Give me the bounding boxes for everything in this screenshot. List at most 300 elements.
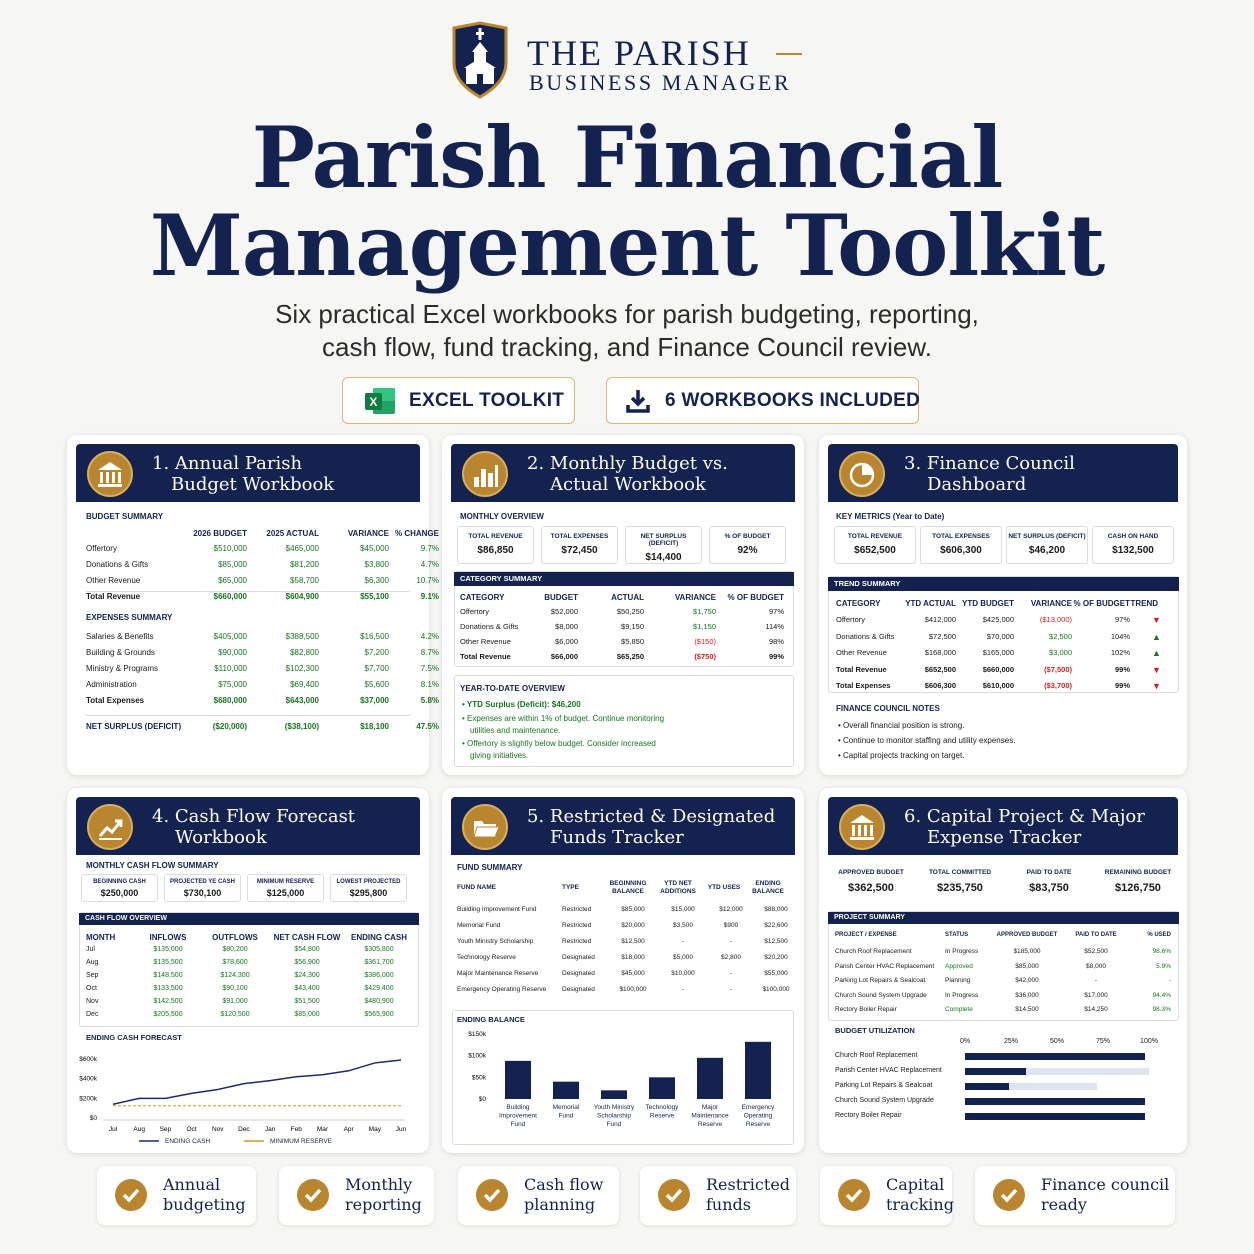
metric-box — [1092, 526, 1174, 564]
table-cell: 9.7% — [420, 544, 439, 553]
table-cell: Aug — [86, 959, 99, 966]
y-tick-label: $100k — [468, 1052, 486, 1060]
check-icon — [115, 1179, 147, 1211]
card-header — [76, 797, 420, 855]
metric-box — [834, 526, 916, 564]
table-cell: $680,000 — [213, 696, 247, 705]
fund-summary-heading: FUND SUMMARY — [457, 863, 523, 872]
table-cell: Restricted — [562, 922, 592, 929]
budget-columns: 2026 BUDGET 2025 ACTUAL VARIANCE % CHANGE — [193, 529, 439, 538]
legend-label: ENDING CASH — [165, 1138, 211, 1145]
subtitle-line2: cash flow, fund tracking, and Finance Council review. — [322, 332, 932, 362]
table-cell: $2,500 — [1049, 631, 1072, 641]
feature-line: Finance council — [1041, 1175, 1170, 1194]
metric-label: TOTAL REVENUE — [847, 533, 903, 540]
table-cell: 8.1% — [420, 680, 439, 689]
table-cell: $2,800 — [721, 954, 741, 961]
table-cell: $55,100 — [360, 592, 389, 601]
table-cell: $900 — [723, 922, 739, 929]
table-cell: Other Revenue — [836, 648, 887, 657]
table-row — [86, 959, 412, 966]
used-bar — [965, 1053, 1145, 1060]
x-tick-label: May — [368, 1126, 381, 1133]
feature-item — [279, 1166, 434, 1225]
check-icon — [658, 1179, 690, 1211]
table-cell: $20,000 — [621, 922, 645, 929]
table-cell: - — [729, 938, 733, 945]
metric-value: $362,500 — [848, 882, 894, 894]
feature-label — [1041, 1175, 1169, 1215]
table-cell: Approved — [945, 962, 973, 970]
table-cell: Youth Ministry Scholarship — [457, 938, 534, 945]
table-cell: $465,000 — [285, 544, 319, 553]
page-title-line2: Management Toolkit — [149, 196, 1105, 295]
table-row — [86, 560, 439, 569]
metric-box — [164, 874, 241, 902]
check-icon — [993, 1179, 1025, 1211]
page-subtitle — [0, 298, 1254, 364]
table-cell: $8,000 — [1086, 962, 1106, 970]
table-cell: 99% — [1114, 681, 1130, 690]
y-tick-label: $200k — [79, 1095, 97, 1103]
metric-label: TOTAL EXPENSES — [932, 533, 990, 540]
ytd-bullet-1: • YTD Surplus (Deficit): $46,200 — [462, 700, 581, 709]
table-cell: $660,000 — [982, 664, 1014, 674]
x-tick-label: Jan — [264, 1126, 276, 1133]
table-cell: $52,500 — [1084, 948, 1108, 955]
table-row — [836, 648, 1130, 657]
table-cell: $75,000 — [218, 680, 247, 689]
feature-line: Monthly — [345, 1175, 413, 1194]
table-cell: $429,400 — [364, 985, 394, 992]
metric-value: $730,100 — [183, 888, 222, 898]
church-shield-logo — [450, 22, 510, 98]
card-title: 3. Finance Council Dashboard — [904, 453, 1075, 495]
table-cell: ($7,500) — [1044, 664, 1072, 674]
bar — [553, 1082, 579, 1099]
table-cell: $5,000 — [673, 954, 693, 961]
table-cell: $65,000 — [218, 576, 247, 585]
utilization-label: Rectory Boiler Repair — [835, 1112, 902, 1119]
table-cell: $100,000 — [762, 986, 790, 993]
table-cell: $7,200 — [364, 648, 389, 657]
table-cell: 5.8% — [420, 696, 439, 705]
y-tick-label: $0 — [478, 1096, 486, 1103]
table-cell: $91,000 — [222, 998, 248, 1005]
table-row — [86, 576, 439, 585]
utilization-label: Parish Center HVAC Replacement — [835, 1067, 942, 1074]
brand-name: THE PARISH — [527, 33, 751, 73]
table-cell: $18,000 — [621, 954, 645, 961]
feature-label — [886, 1175, 954, 1215]
category-label: Youth Ministry — [593, 1104, 635, 1111]
excel-icon — [363, 386, 397, 416]
metric-value: $606,300 — [940, 545, 982, 556]
card-title: 1. Annual Parish Budget Workbook — [152, 453, 335, 495]
fund-col-beginning: BEGINNING BALANCE — [609, 880, 647, 895]
card-header — [451, 444, 795, 502]
bar-chart-icon — [462, 451, 508, 497]
table-cell: Parking Lot Repairs & Sealcoat — [835, 977, 926, 984]
feature-label — [345, 1175, 422, 1215]
table-row — [460, 622, 784, 631]
table-cell: - — [729, 970, 733, 977]
table-cell: Designated — [562, 954, 595, 961]
table-cell: $52,000 — [550, 607, 578, 616]
table-cell: $120,500 — [220, 1011, 250, 1018]
table-cell: $3,000 — [1049, 648, 1072, 657]
excel-toolkit-label: EXCEL TOOLKIT — [409, 389, 565, 411]
table-cell: $69,400 — [290, 680, 319, 689]
table-cell: $10,000 — [671, 970, 695, 977]
trend-up-icon: ▲ — [1152, 631, 1161, 642]
table-row — [86, 985, 412, 992]
check-icon — [476, 1179, 508, 1211]
table-cell: Rectory Boiler Repair — [835, 1006, 897, 1013]
card-header — [76, 444, 420, 502]
metric-box — [917, 863, 1003, 905]
ytd-bullet-3b: giving initiatives. — [470, 751, 529, 760]
cash-overview-heading: CASH FLOW OVERVIEW — [79, 913, 419, 925]
table-cell: Parish Center HVAC Replacement — [835, 962, 935, 970]
table-cell: $56,900 — [294, 959, 320, 966]
table-row — [835, 977, 1171, 984]
feature-line: Restricted — [706, 1175, 791, 1194]
fund-col-type: TYPE — [562, 884, 579, 891]
trend-columns: CATEGORY YTD ACTUAL YTD BUDGET VARIANCE % OF BUDGET TREND — [836, 599, 1158, 608]
metric-value: $126,750 — [1115, 882, 1161, 894]
table-cell: 4.2% — [420, 632, 439, 641]
table-row — [86, 680, 439, 689]
table-row — [457, 986, 798, 993]
table-row — [836, 632, 1130, 641]
table-cell: $54,800 — [294, 946, 320, 953]
table-cell: $85,000 — [621, 906, 645, 913]
brand-header — [0, 18, 1254, 104]
used-bar — [965, 1098, 1145, 1105]
utilization-title: BUDGET UTILIZATION — [835, 1026, 915, 1035]
ending-balance-bar-chart — [452, 1026, 794, 1144]
metric-label: PAID TO DATE — [1026, 869, 1072, 876]
table-row — [835, 1006, 1171, 1013]
table-cell: 98% — [768, 637, 784, 646]
table-cell: $3,500 — [673, 922, 693, 929]
table-cell: $70,000 — [986, 631, 1014, 641]
card-header — [828, 797, 1178, 855]
table-cell: Building Improvement Fund — [457, 906, 537, 913]
table-cell: 9.1% — [420, 592, 439, 601]
metric-box — [1006, 863, 1092, 905]
table-cell: $135,000 — [153, 946, 183, 953]
table-cell: ($750) — [694, 652, 716, 661]
folder-icon — [462, 804, 508, 850]
category-label: Emergency — [741, 1104, 775, 1111]
project-summary-heading: PROJECT SUMMARY — [828, 912, 1179, 924]
table-cell: $55,000 — [764, 970, 788, 977]
feature-line: budgeting — [163, 1195, 246, 1214]
fund-col-name: FUND NAME — [457, 884, 496, 891]
table-cell: $133,500 — [153, 985, 183, 992]
legend-label: MINIMUM RESERVE — [270, 1138, 332, 1145]
brand-rule — [776, 53, 802, 55]
category-summary-heading: CATEGORY SUMMARY — [454, 572, 794, 586]
category-label: Fund — [510, 1121, 526, 1128]
note-1: • Overall financial position is strong. — [838, 721, 965, 730]
feature-label — [706, 1175, 790, 1215]
project-columns: PROJECT / EXPENSE STATUS APPROVED BUDGET PAID TO DATE % USED — [835, 932, 1171, 938]
metric-value: $235,750 — [937, 882, 983, 894]
brand-tagline: BUSINESS MANAGER — [529, 70, 792, 95]
x-tick-label: Dec — [238, 1126, 250, 1133]
ending-cash-line — [113, 1060, 401, 1104]
table-row — [86, 946, 412, 953]
used-bar — [965, 1083, 1009, 1090]
table-row — [86, 972, 412, 979]
table-cell: Other Revenue — [86, 576, 141, 585]
utilization-label: Parking Lot Repairs & Sealcoat — [835, 1082, 933, 1089]
table-cell: Memorial Fund — [457, 922, 501, 929]
table-row — [86, 664, 439, 673]
feature-line: Annual — [163, 1175, 221, 1194]
table-cell: 99% — [768, 652, 784, 661]
table-cell: Restricted — [562, 906, 592, 913]
table-cell: 102% — [1110, 648, 1130, 657]
metric-value: $250,000 — [100, 888, 139, 898]
table-cell: $82,800 — [290, 648, 319, 657]
table-cell: Offertory — [836, 615, 866, 624]
table-cell: $17,000 — [1084, 991, 1108, 999]
check-icon — [838, 1179, 870, 1211]
table-row — [457, 922, 798, 929]
table-cell: 114% — [765, 622, 784, 631]
bar — [745, 1042, 771, 1099]
table-cell: $660,000 — [213, 592, 247, 601]
category-label: Technology — [645, 1104, 679, 1111]
subtitle-line1: Six practical Excel workbooks for parish budgeting, reporting, — [275, 299, 979, 329]
table-cell: 98.6% — [1152, 948, 1171, 955]
expenses-summary-heading: EXPENSES SUMMARY — [86, 613, 173, 622]
metric-value: $652,500 — [854, 545, 896, 556]
trend-down-icon: ▼ — [1152, 615, 1161, 625]
metric-value: $46,200 — [1028, 545, 1066, 556]
table-cell: $606,300 — [924, 681, 956, 690]
table-cell: $72,500 — [928, 631, 956, 641]
table-cell: $604,900 — [285, 592, 319, 601]
table-cell: ($3,700) — [1044, 681, 1072, 690]
metric-label: NET SURPLUS (DEFICIT) — [1008, 533, 1086, 540]
metric-box — [457, 526, 534, 564]
feature-item — [97, 1166, 256, 1225]
table-cell: $15,000 — [671, 906, 695, 913]
category-label: Fund — [606, 1121, 622, 1128]
metric-box — [828, 863, 914, 905]
table-cell: $12,000 — [719, 906, 743, 913]
table-cell: $66,000 — [550, 652, 578, 661]
table-cell: $81,200 — [290, 560, 319, 569]
x-tick-label: Oct — [186, 1126, 197, 1133]
table-cell: $14,250 — [1084, 1006, 1108, 1013]
table-cell: ($150) — [694, 637, 716, 646]
metric-value: $86,850 — [477, 545, 514, 556]
x-tick-label: Apr — [343, 1126, 354, 1133]
table-row — [86, 998, 412, 1005]
trend-up-icon — [87, 804, 133, 850]
trend-down-icon: ▼ — [1152, 681, 1161, 691]
table-cell: 98.3% — [1152, 1006, 1171, 1013]
table-cell: Other Revenue — [460, 637, 511, 646]
feature-item — [640, 1166, 796, 1225]
table-cell: 4.7% — [420, 560, 439, 569]
table-cell: $24,300 — [294, 972, 320, 979]
metric-label: TOTAL REVENUE — [468, 533, 523, 540]
key-metrics-heading: KEY METRICS (Year to Date) — [836, 512, 945, 521]
ytd-bullet-2: • Expenses are within 1% of budget. Continue monitoring — [462, 714, 665, 723]
table-row — [457, 970, 798, 977]
table-cell: Church Sound System Upgrade — [835, 991, 927, 999]
cash-summary-heading: MONTHLY CASH FLOW SUMMARY — [86, 861, 219, 870]
note-2: • Continue to monitor staffing and utility expenses. — [838, 736, 1016, 745]
table-cell: 97% — [768, 607, 784, 616]
table-cell: $405,000 — [213, 632, 247, 641]
table-cell: $36,000 — [1015, 991, 1039, 999]
table-cell: $480,900 — [364, 998, 394, 1005]
y-tick-label: $600k — [79, 1056, 97, 1063]
table-cell: Nov — [86, 998, 99, 1005]
table-cell: 97% — [1114, 615, 1130, 624]
card-header — [828, 444, 1178, 502]
table-cell: $45,000 — [621, 970, 645, 977]
metric-box — [709, 526, 786, 564]
table-cell: $3,800 — [364, 560, 389, 569]
bar — [649, 1077, 675, 1099]
metric-box — [1095, 863, 1181, 905]
table-cell: $85,000 — [1015, 962, 1039, 970]
table-row — [86, 696, 439, 705]
table-cell: $565,900 — [364, 1011, 394, 1018]
utilization-tick: 0% — [959, 1038, 971, 1045]
table-cell: $412,000 — [924, 615, 956, 624]
table-cell: Church Roof Replacement — [835, 948, 912, 955]
table-cell: $142,500 — [153, 998, 183, 1005]
table-row — [460, 652, 784, 661]
table-cell: Total Revenue — [460, 652, 511, 661]
category-columns: CATEGORY BUDGET ACTUAL VARIANCE % OF BUDGET — [460, 593, 784, 602]
table-cell: $80,200 — [222, 946, 248, 953]
table-cell: In Progress — [945, 991, 979, 999]
table-cell: $20,200 — [764, 954, 788, 961]
page-title-line1: Parish Financial — [251, 108, 1003, 207]
bar — [697, 1058, 723, 1099]
fund-col-additions: YTD NET ADDITIONS — [660, 880, 696, 895]
table-cell: Total Expenses — [86, 696, 145, 705]
metric-box — [247, 874, 324, 902]
table-cell: Salaries & Benefits — [86, 632, 154, 641]
table-cell: $85,000 — [294, 1011, 320, 1018]
table-cell: $22,600 — [764, 922, 788, 929]
table-row — [836, 681, 1130, 690]
table-cell: Total Expenses — [836, 681, 891, 690]
net-surplus-row: NET SURPLUS (DEFICIT) ($20,000) ($38,100) $18,100 47.5% — [86, 722, 439, 731]
table-cell: $165,000 — [982, 648, 1014, 657]
table-row — [86, 632, 439, 641]
category-label: Major — [701, 1104, 719, 1111]
fund-col-ending: ENDING BALANCE — [752, 880, 784, 895]
table-cell: 104% — [1110, 631, 1130, 641]
table-cell: Total Revenue — [836, 664, 887, 674]
table-cell: 94.4% — [1152, 991, 1171, 999]
feature-line: planning — [524, 1195, 596, 1214]
category-label: Building — [506, 1104, 530, 1111]
table-cell: 7.5% — [420, 664, 439, 673]
table-cell: $12,500 — [621, 938, 645, 945]
card-title: 2. Monthly Budget vs. Actual Workbook — [527, 453, 728, 495]
used-bar — [965, 1113, 1145, 1120]
trend-summary-heading: TREND SUMMARY — [828, 577, 1179, 591]
table-cell: $102,300 — [285, 664, 319, 673]
table-cell: $205,500 — [153, 1011, 183, 1018]
table-cell: Planning — [945, 977, 971, 984]
table-cell: Oct — [86, 985, 97, 992]
table-cell: $51,500 — [294, 998, 320, 1005]
utilization-tick: 75% — [1095, 1038, 1110, 1045]
used-bar — [965, 1068, 1026, 1075]
card-annual-budget — [67, 435, 439, 775]
category-label: Maintenance — [691, 1112, 729, 1120]
table-cell: 99% — [1114, 664, 1130, 674]
download-icon — [625, 388, 651, 414]
metric-box — [625, 526, 702, 564]
table-cell: $6,300 — [364, 576, 389, 585]
table-cell: Administration — [86, 680, 137, 689]
table-cell: $5,600 — [364, 680, 389, 689]
y-tick-label: $150k — [468, 1031, 486, 1038]
table-cell: $5,850 — [621, 637, 644, 646]
category-label: Scholarship — [597, 1112, 631, 1120]
feature-label — [524, 1175, 603, 1215]
feature-item — [975, 1166, 1175, 1225]
ending-balance-title: ENDING BALANCE — [457, 1015, 525, 1024]
x-tick-label: Nov — [211, 1126, 224, 1133]
cash-columns: MONTH INFLOWS OUTFLOWS NET CASH FLOW ENDING CASH — [86, 933, 407, 942]
utilization-tick: 100% — [1140, 1038, 1158, 1045]
table-cell: $58,700 — [290, 576, 319, 585]
metric-box — [1006, 526, 1088, 564]
table-cell: $124,300 — [220, 972, 250, 979]
table-cell: Ministry & Programs — [86, 664, 159, 673]
card-cash-flow — [67, 788, 429, 1153]
x-tick-label: Aug — [133, 1126, 145, 1133]
utilization-label: Church Sound System Upgrade — [835, 1097, 934, 1104]
pie-chart-icon — [839, 451, 885, 497]
table-row — [460, 607, 784, 616]
table-row — [86, 648, 439, 657]
metric-value: $295,800 — [349, 888, 388, 898]
table-cell: $45,000 — [360, 544, 389, 553]
metric-value: $125,000 — [266, 888, 305, 898]
category-label: Reserve — [745, 1121, 771, 1128]
feature-item — [820, 1166, 952, 1225]
table-cell: $100,000 — [619, 986, 647, 993]
table-cell: $85,000 — [218, 560, 247, 569]
metric-box — [330, 874, 407, 902]
table-cell: Jul — [86, 946, 95, 953]
metric-label: APPROVED BUDGET — [838, 869, 904, 876]
table-cell: $88,000 — [764, 906, 788, 913]
table-cell: Donations & Gifts — [86, 560, 149, 569]
cash-overview-panel — [79, 912, 419, 1027]
feature-line: reporting — [345, 1195, 422, 1214]
card-title: 4. Cash Flow Forecast Workbook — [152, 806, 356, 848]
